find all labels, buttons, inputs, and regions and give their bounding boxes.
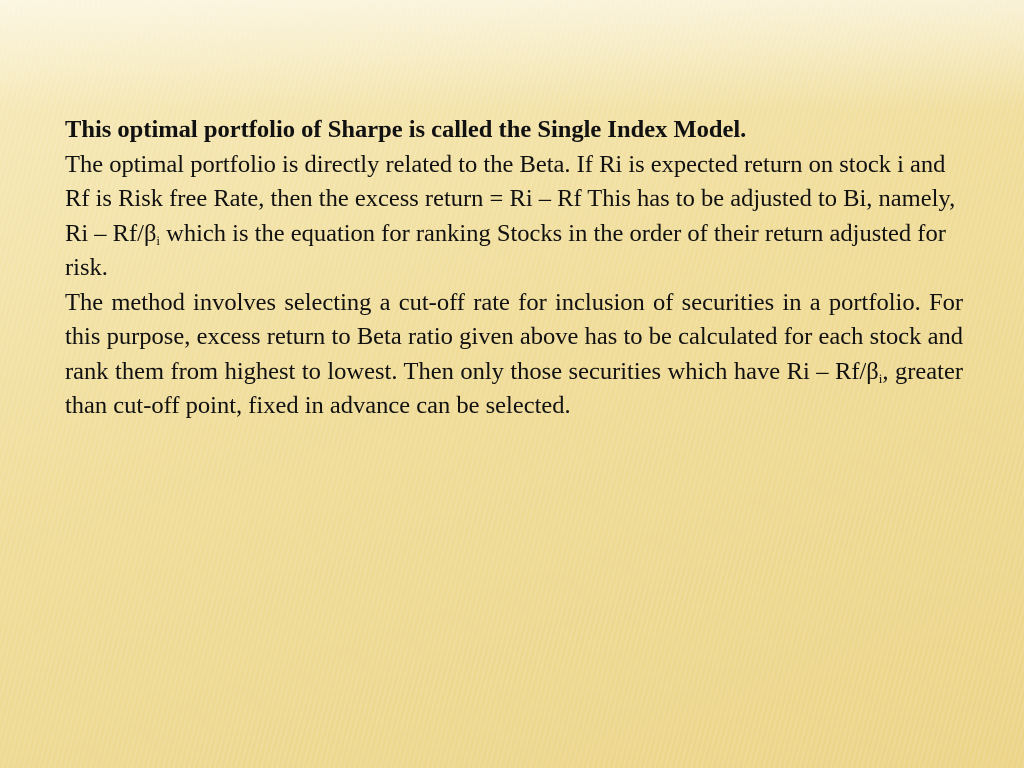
paragraph-beta-relation: The optimal portfolio is directly related to the Beta. If Ri is expected return on stock i and Rf is Risk free Rate, then the excess return = Ri – Rf This has to be adjusted to Bi, namely,: [65, 150, 956, 212]
cutoff-text-after: , greater than cut-off point, fixed in advance can be selected.: [65, 357, 963, 419]
slide-heading: This optimal portfolio of Sharpe is called the Single Index Model.: [65, 116, 747, 143]
formula-suffix: which is the equation for ranking Stocks in the order of their return adjusted for risk.: [65, 219, 946, 281]
cutoff-text-before: The method involves selecting a cut-off rate for inclusion of securities in a portfolio. For this purpose, excess return to Beta ratio given above has to be calculated for each stock and rank them from highest to lowest. Then only those securities which have Ri – Rf/β: [65, 288, 963, 385]
formula-subscript: i: [156, 232, 161, 248]
paragraph-cutoff-method: [65, 286, 963, 424]
cutoff-subscript: i: [878, 370, 883, 386]
paragraph-ranking-formula: [65, 217, 963, 286]
formula-prefix: Ri – Rf/β: [65, 219, 157, 247]
slide-text-body: [65, 113, 963, 424]
